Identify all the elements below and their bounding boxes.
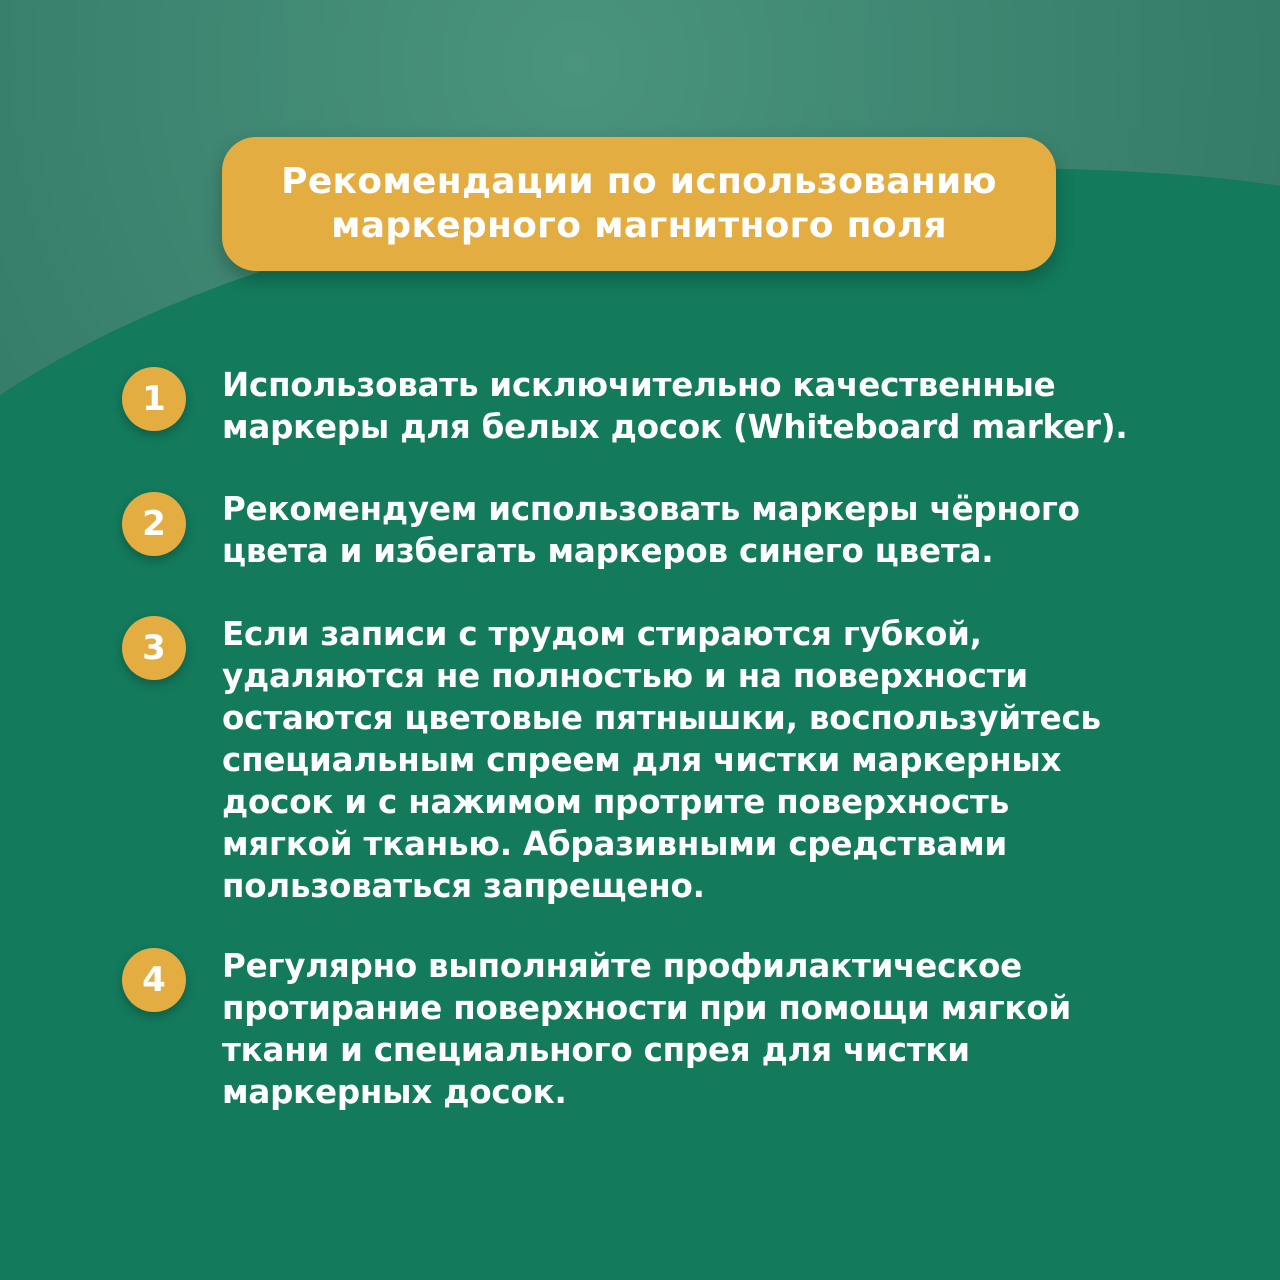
- item-text: Если записи с трудом стираются губкой, удаляются не полностью и на поверхности остаются цветовые пятнышки, воспользуйтесь специальным спреем для чистки маркерных досок и с нажимом протрите поверхность мягкой тканью. Абразивными средствами пользоваться запрещено.: [222, 615, 1101, 905]
- number-badge: 3: [122, 616, 186, 680]
- title-banner: [222, 137, 1056, 271]
- item-text: Регулярно выполняйте профилактическое протирание поверхности при помощи мягкой ткани и специального спрея для чистки маркерных досок.: [222, 947, 1072, 1111]
- number-badge: 2: [122, 492, 186, 556]
- page-title: Рекомендации по использованию маркерного магнитного поля: [281, 161, 997, 246]
- number-badge: 1: [122, 367, 186, 431]
- number-badge: 4: [122, 948, 186, 1012]
- item-text: Рекомендуем использовать маркеры чёрного цвета и избегать маркеров синего цвета.: [222, 490, 1080, 570]
- item-text: Использовать исключительно качественные маркеры для белых досок (Whiteboard marker).: [222, 366, 1128, 446]
